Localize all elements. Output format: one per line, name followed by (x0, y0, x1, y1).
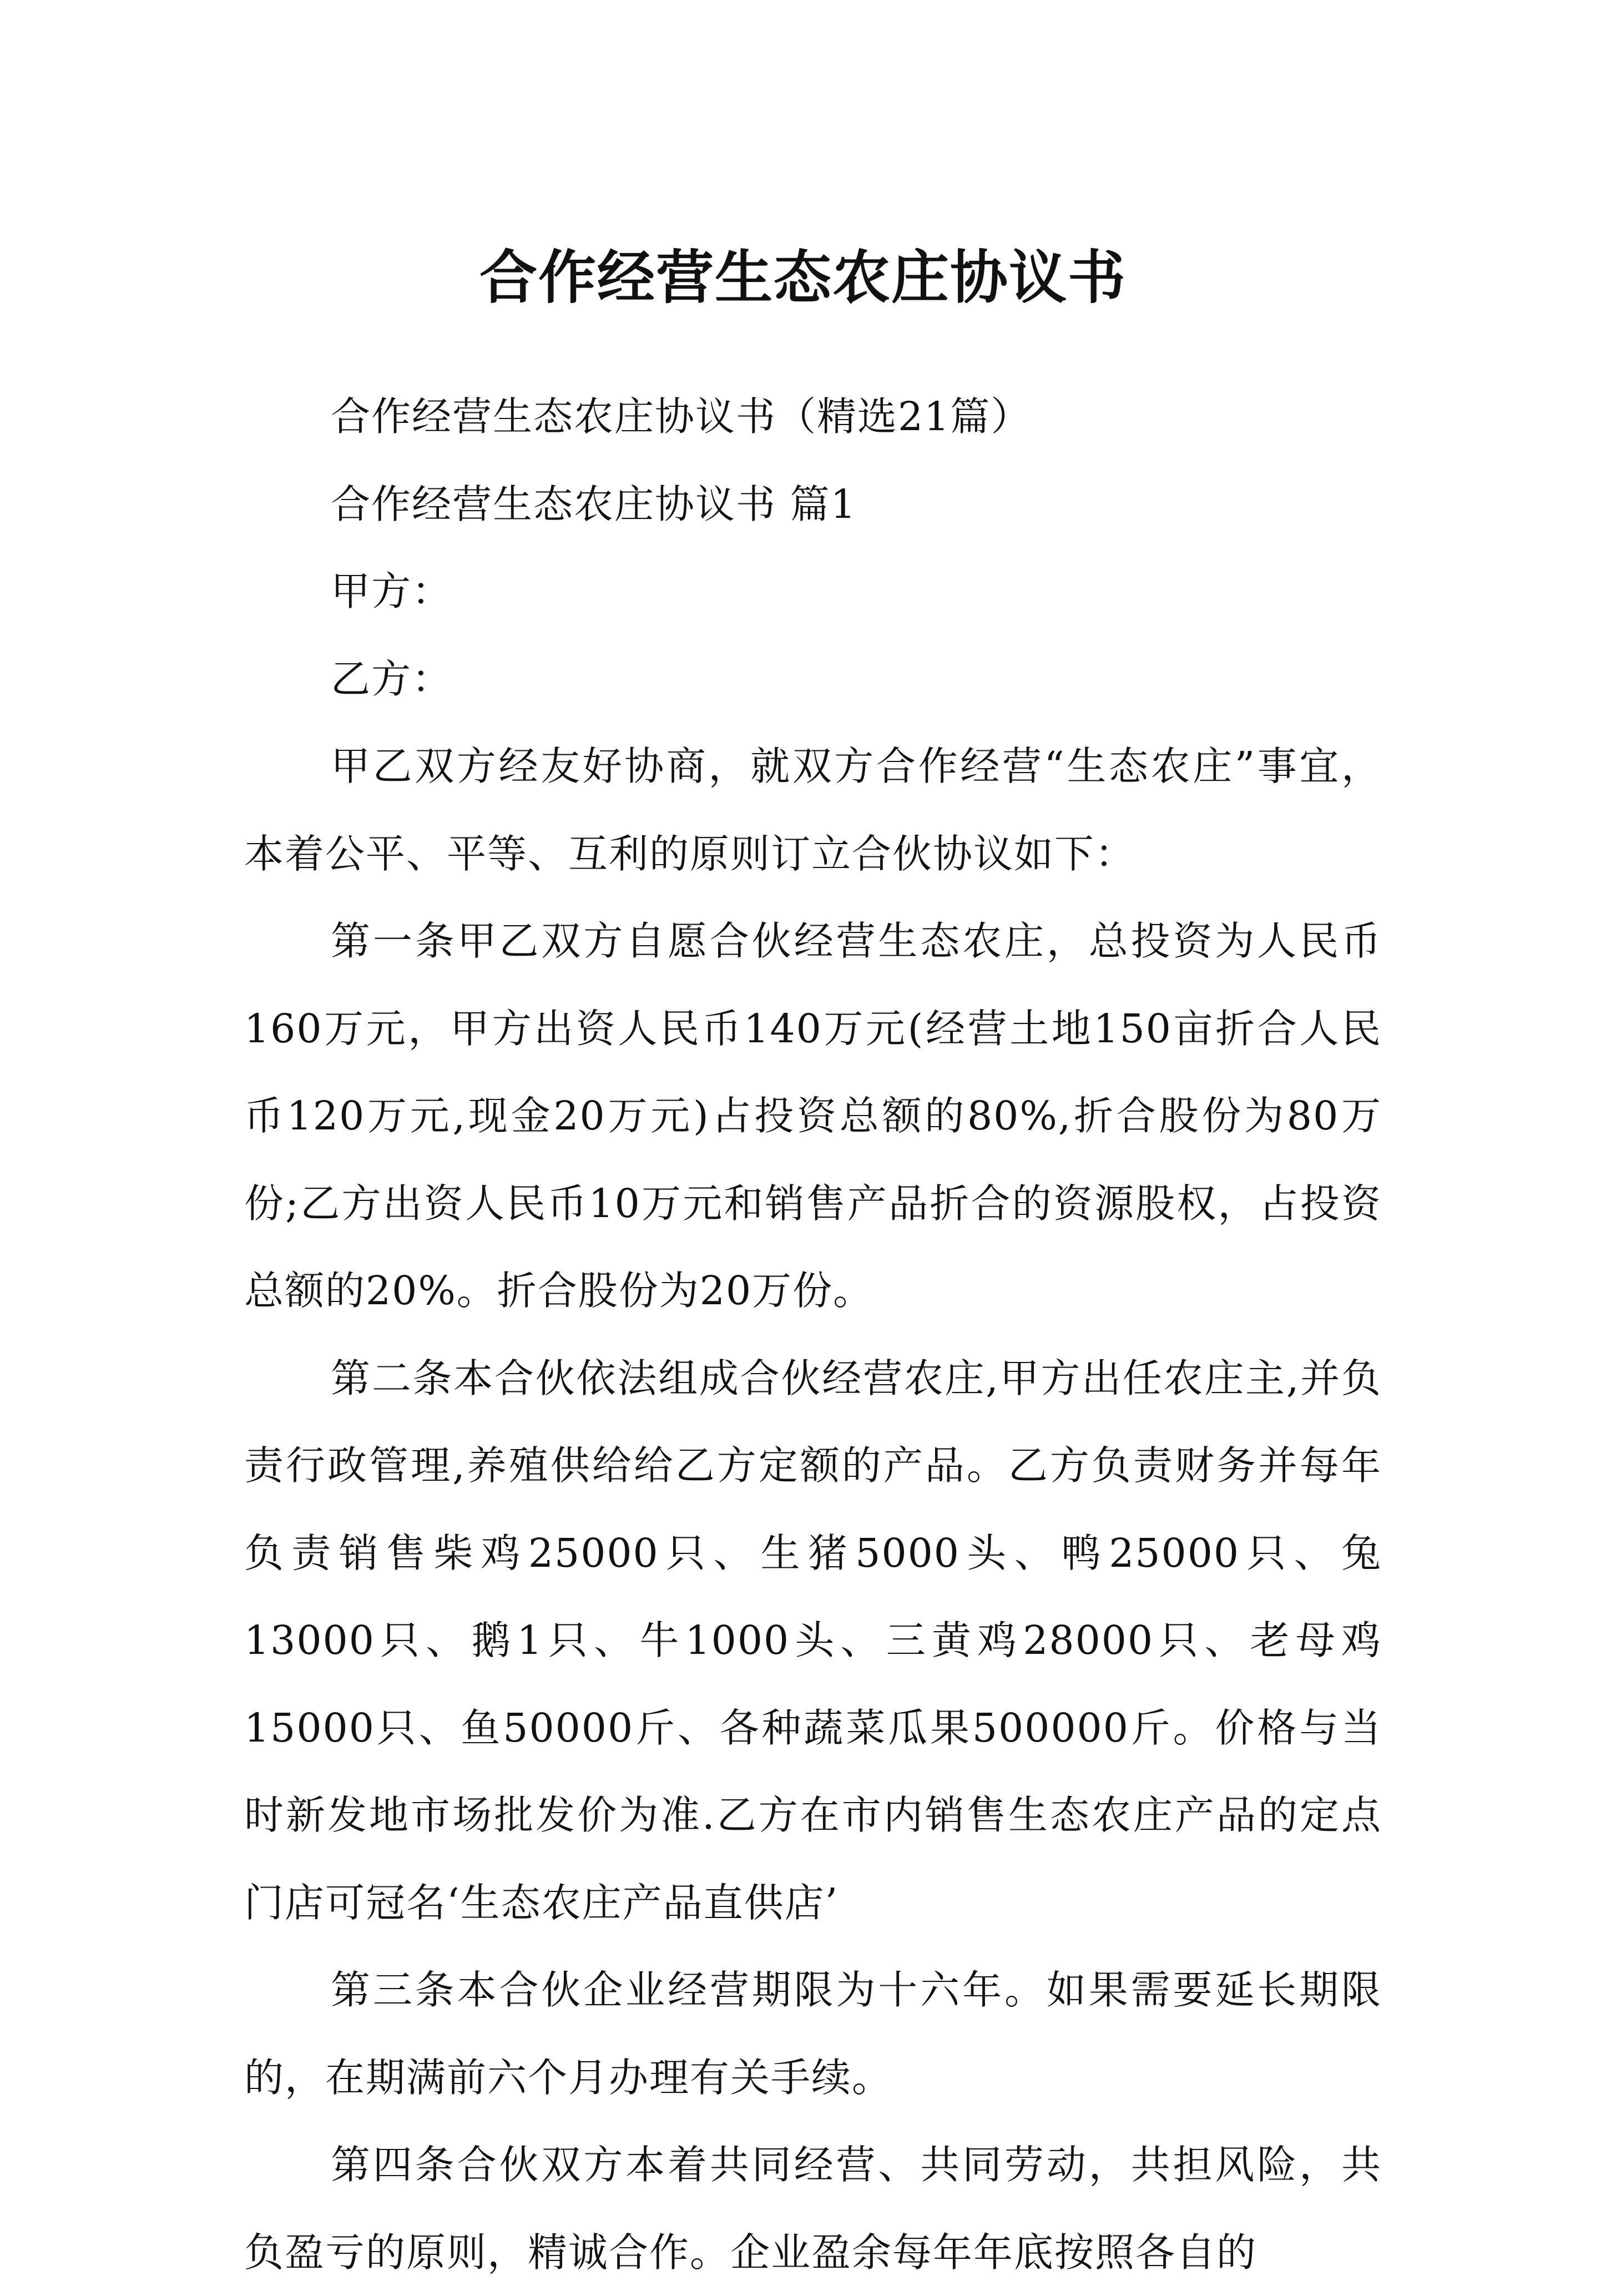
party-a-line: 甲方： (331, 568, 453, 614)
article-1-paragraph: 第一条甲乙双方自愿合伙经营生态农庄，总投资为人民币160万元，甲方出资人民币140万元(经营土地150亩折合人民币120万元,现金20万元)占投资总额的80%,折合股份为80万份;乙方出资人民币10万元和销售产品折合的资源股权，占投资总额的20%。折合股份为20万份。 (244, 918, 1382, 1314)
party-b-line: 乙方： (331, 655, 453, 702)
preamble-paragraph: 甲乙双方经友好协商，就双方合作经营“生态农庄”事宜，本着公平、平等、互利的原则订立合伙协议如下： (244, 743, 1382, 877)
document-title: 合作经营生态农庄协议书 (479, 243, 1127, 311)
article-2-paragraph: 第二条本合伙依法组成合伙经营农庄,甲方出任农庄主,并负责行政管理,养殖供给给乙方定额的产品。乙方负责财务并每年负责销售柴鸡25000只、生猪5000头、鸭25000只、兔13000只、鹅1只、牛1000头、三黄鸡28000只、老母鸡15000只、鱼50000斤、各种蔬菜瓜果500000斤。价格与当时新发地市场批发价为准.乙方在市内销售生态农庄产品的定点门店可冠名‘生态农庄产品直供店’ (244, 1355, 1382, 1926)
section-heading: 合作经营生态农庄协议书 篇1 (331, 481, 857, 527)
subtitle-line: 合作经营生态农庄协议书（精选21篇） (331, 393, 1032, 440)
article-3-paragraph: 第三条本合伙企业经营期限为十六年。如果需要延长期限的，在期满前六个月办理有关手续。 (244, 1967, 1382, 2101)
article-4-paragraph: 第四条合伙双方本着共同经营、共同劳动，共担风险，共负盈亏的原则，精诚合作。企业盈余每年年底按照各自的 (244, 2142, 1382, 2275)
document-body (244, 373, 1382, 2296)
